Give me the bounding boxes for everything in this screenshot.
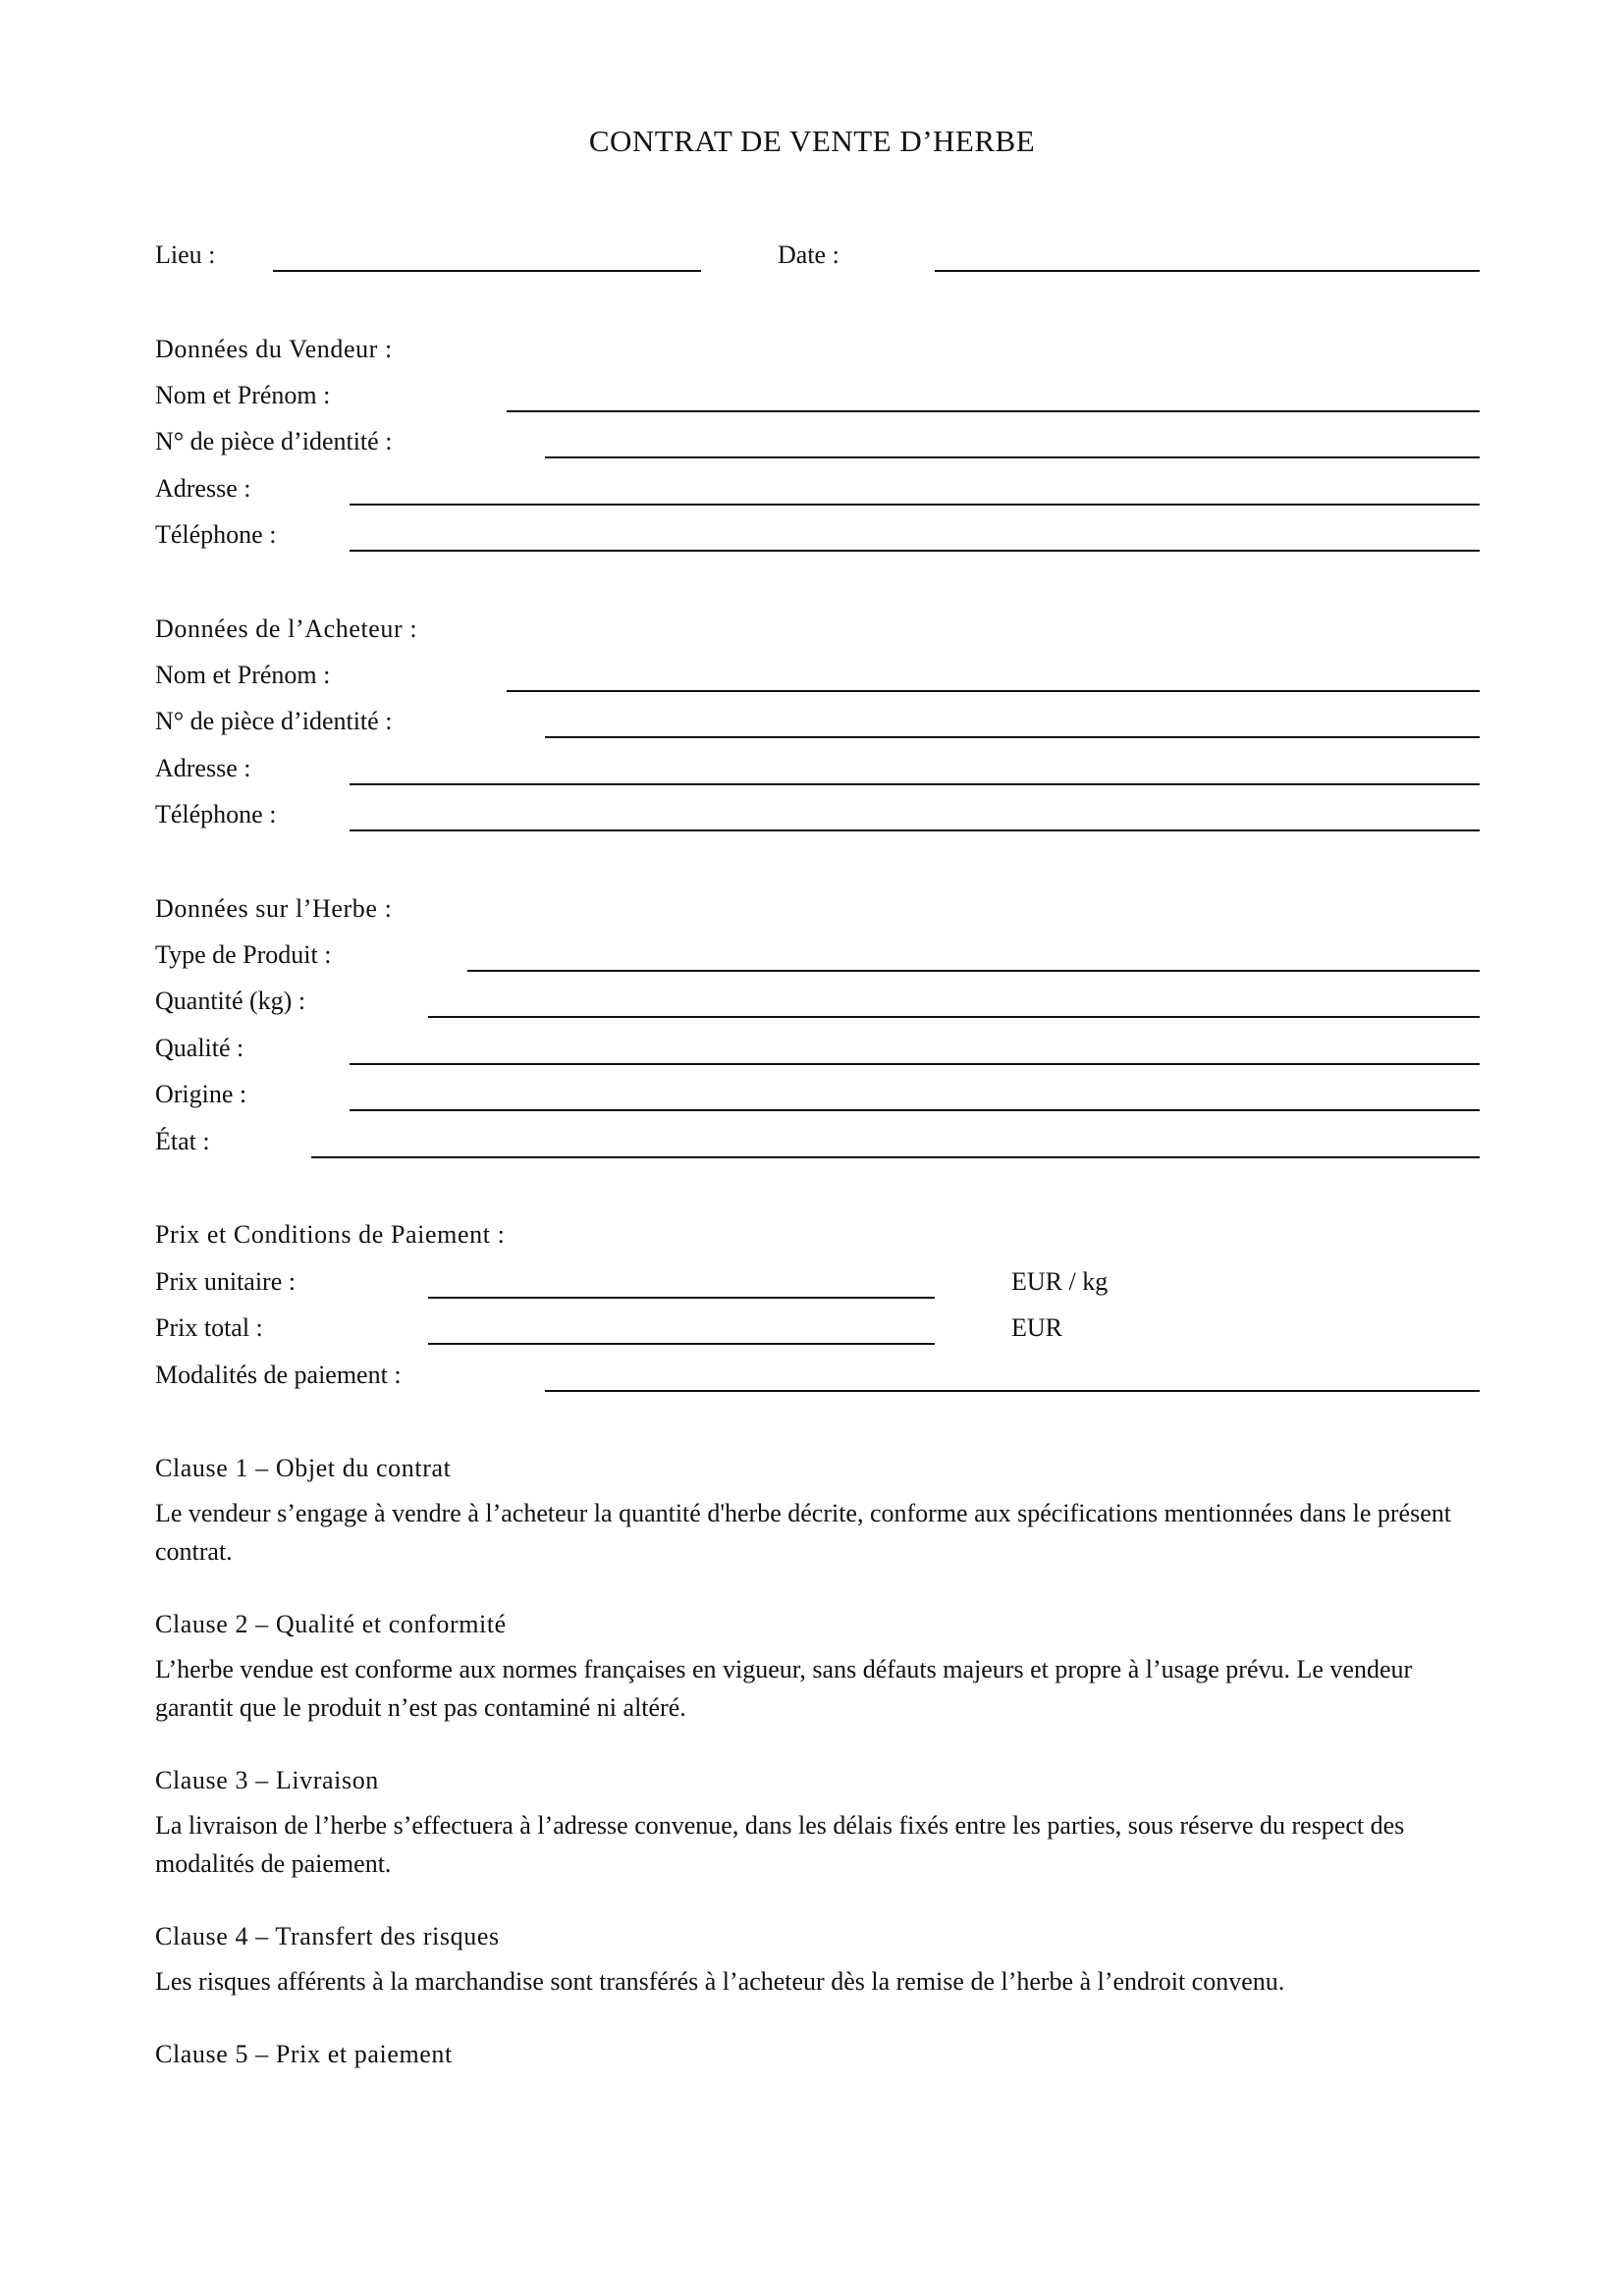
clause-3-title: Clause 3 – Livraison [155, 1766, 379, 1794]
prix-unitaire-field[interactable] [428, 1297, 935, 1299]
acheteur-piece-label: N° de pièce d’identité : [155, 707, 393, 735]
prix-total-field[interactable] [428, 1343, 935, 1345]
clause-1-text: Le vendeur s’engage à vendre à l’acheteur la quantité d'herbe décrite, conforme aux spécifications mentionnées dans le présent contrat. [155, 1499, 1451, 1566]
prix-total-unit: EUR [1011, 1313, 1062, 1342]
herbe-origine-field[interactable] [350, 1109, 1480, 1111]
acheteur-telephone-field[interactable] [350, 829, 1480, 831]
herbe-quantite-label: Quantité (kg) : [155, 987, 306, 1015]
acheteur-heading: Données de l’Acheteur : [155, 614, 418, 643]
vendeur-adresse-label: Adresse : [155, 474, 251, 503]
herbe-etat-label: État : [155, 1127, 210, 1155]
vendeur-nom-label: Nom et Prénom : [155, 381, 331, 409]
prix-unitaire-unit: EUR / kg [1011, 1267, 1109, 1296]
prix-heading: Prix et Conditions de Paiement : [155, 1220, 506, 1249]
herbe-quantite-field[interactable] [428, 1016, 1480, 1018]
prix-total-label: Prix total : [155, 1313, 263, 1342]
clause-4-text: Les risques afférents à la marchandise sont transférés à l’acheteur dès la remise de l’herbe à l’endroit convenu. [155, 1967, 1285, 1996]
clause-4-title: Clause 4 – Transfert des risques [155, 1922, 500, 1950]
vendeur-piece-label: N° de pièce d’identité : [155, 427, 393, 455]
acheteur-nom-label: Nom et Prénom : [155, 661, 331, 689]
herbe-heading: Données sur l’Herbe : [155, 894, 393, 923]
acheteur-telephone-label: Téléphone : [155, 800, 277, 828]
acheteur-adresse-field[interactable] [350, 783, 1480, 785]
clause-3-text: La livraison de l’herbe s’effectuera à l’adresse convenue, dans les délais fixés entre les parties, sous réserve du respect des modalités de paiement. [155, 1811, 1405, 1878]
herbe-qualite-field[interactable] [350, 1063, 1480, 1065]
herbe-origine-label: Origine : [155, 1080, 247, 1108]
modalites-label: Modalités de paiement : [155, 1361, 402, 1389]
clause-5-title: Clause 5 – Prix et paiement [155, 2040, 453, 2068]
vendeur-telephone-field[interactable] [350, 550, 1480, 552]
herbe-type-field[interactable] [467, 970, 1480, 972]
vendeur-nom-field[interactable] [507, 410, 1480, 412]
page-title: CONTRAT DE VENTE D’HERBE [588, 124, 1036, 158]
clause-2-title: Clause 2 – Qualité et conformité [155, 1610, 507, 1638]
herbe-qualite-label: Qualité : [155, 1034, 244, 1062]
vendeur-adresse-field[interactable] [350, 504, 1480, 506]
acheteur-nom-field[interactable] [507, 690, 1480, 692]
vendeur-telephone-label: Téléphone : [155, 520, 277, 549]
date-label: Date : [778, 240, 839, 269]
vendeur-heading: Données du Vendeur : [155, 335, 393, 363]
modalites-field[interactable] [545, 1390, 1480, 1392]
clause-1-title: Clause 1 – Objet du contrat [155, 1454, 452, 1482]
vendeur-piece-field[interactable] [545, 456, 1480, 458]
herbe-etat-field[interactable] [311, 1156, 1480, 1158]
date-field[interactable] [935, 270, 1480, 272]
herbe-type-label: Type de Produit : [155, 940, 332, 969]
lieu-field[interactable] [273, 270, 701, 272]
prix-unitaire-label: Prix unitaire : [155, 1267, 296, 1296]
acheteur-adresse-label: Adresse : [155, 754, 251, 782]
clause-2-text: L’herbe vendue est conforme aux normes françaises en vigueur, sans défauts majeurs et propre à l’usage prévu. Le vendeur garantit que le produit n’est pas contaminé ni altéré. [155, 1655, 1413, 1722]
lieu-label: Lieu : [155, 240, 216, 269]
acheteur-piece-field[interactable] [545, 736, 1480, 738]
